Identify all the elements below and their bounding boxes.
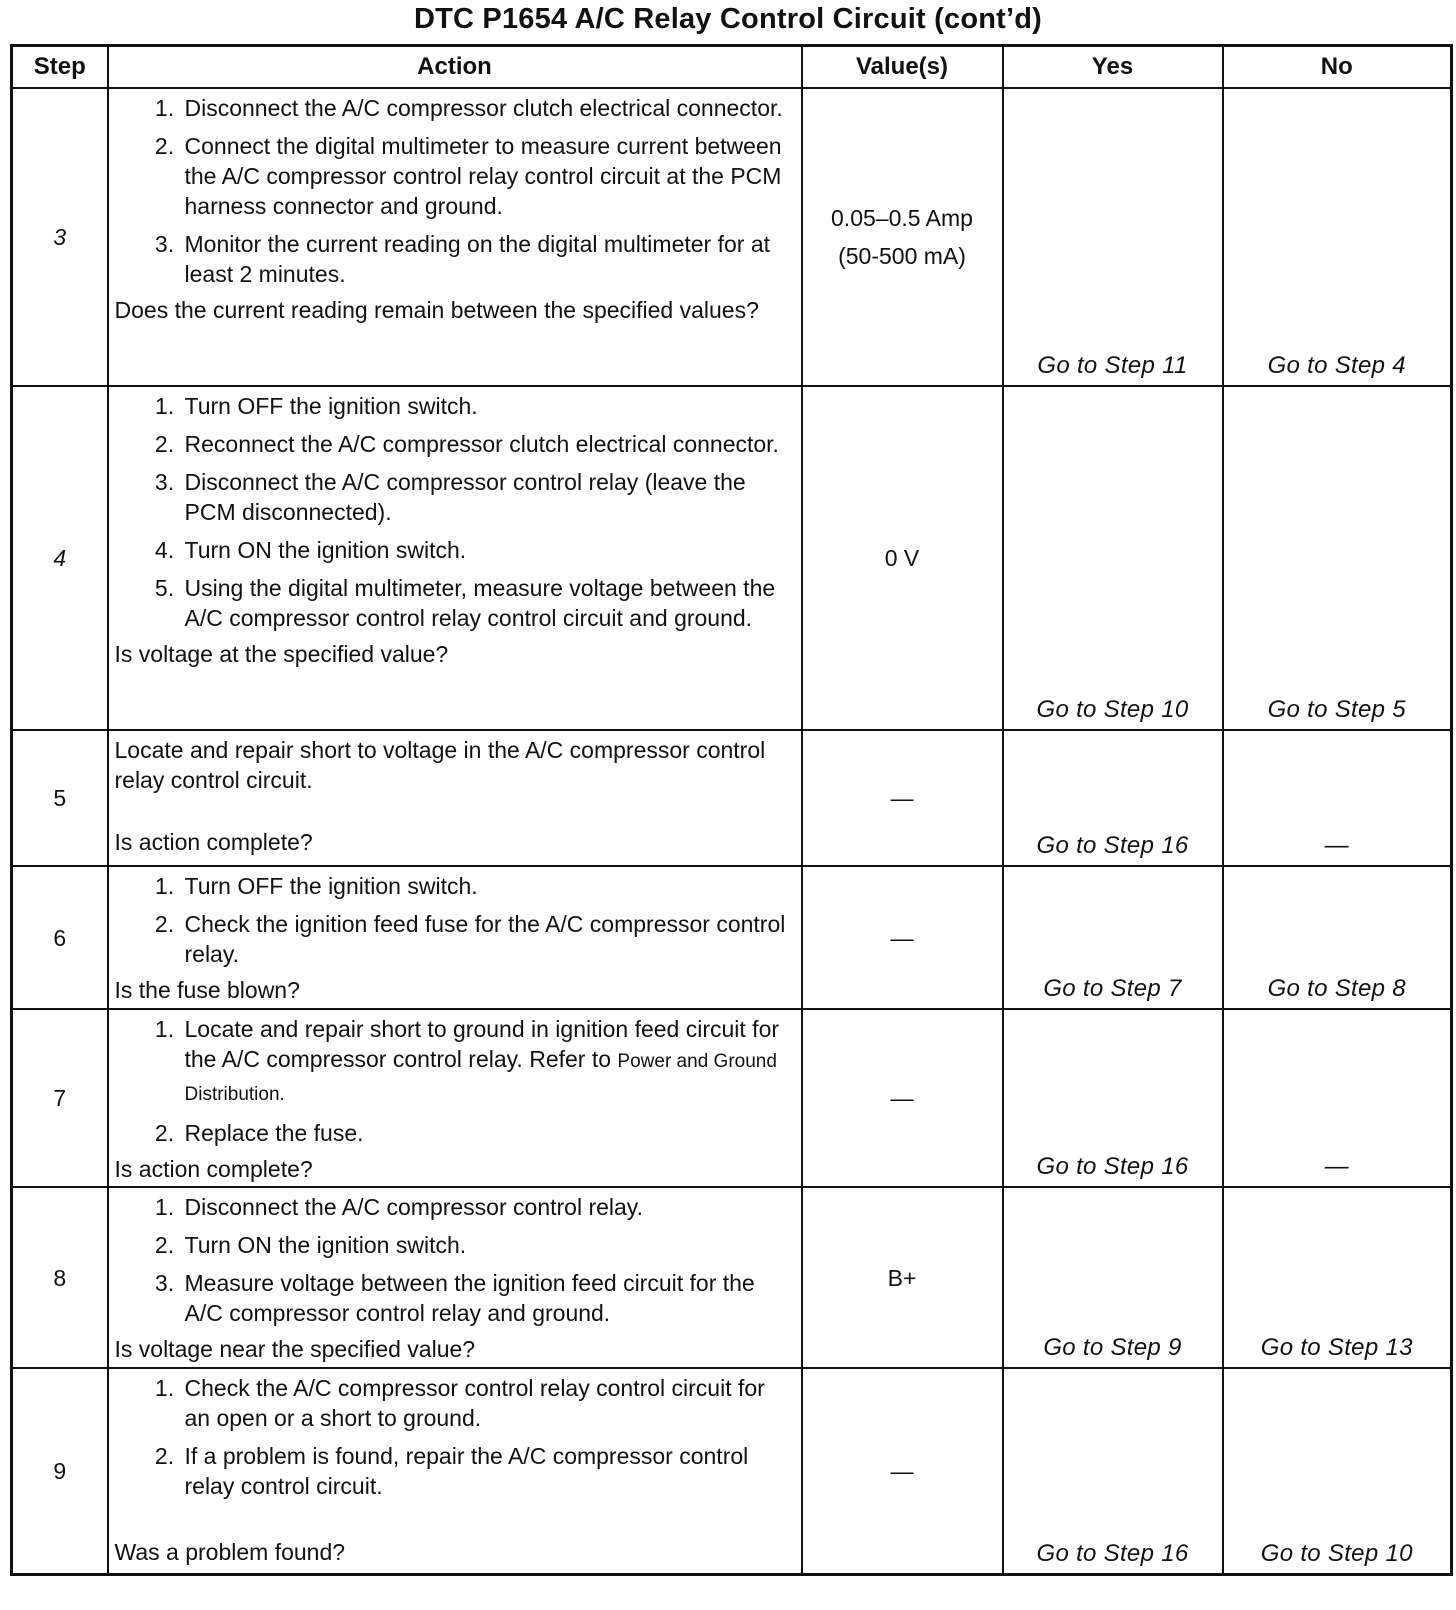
no-cell: Go to Step 4 — [1223, 88, 1452, 386]
action-steps — [115, 391, 793, 633]
action-steps — [115, 1192, 793, 1328]
action-step — [181, 1014, 793, 1110]
step-number: 8 — [12, 1187, 108, 1368]
action-step: 1. Disconnect the A/C compressor clutch electrical connector. — [181, 93, 793, 123]
yes-cell: Go to Step 10 — [1003, 386, 1223, 730]
step-number: 9 — [12, 1368, 108, 1574]
action-step: 2. Connect the digital multimeter to measure current between the A/C compressor control relay control circuit at the PCM harness connector and ground. — [181, 131, 793, 221]
yes-cell: Go to Step 7 — [1003, 866, 1223, 1009]
action-step: 2. Turn ON the ignition switch. — [181, 1230, 793, 1260]
table-row — [12, 1187, 1452, 1368]
value-cell: — — [802, 730, 1003, 866]
action-cell — [108, 1368, 802, 1574]
action-step: 3. Monitor the current reading on the digital multimeter for at least 2 minutes. — [181, 229, 793, 289]
page-title: DTC P1654 A/C Relay Control Circuit (cont’d) — [413, 3, 1043, 35]
action-cell — [108, 88, 802, 386]
table-row — [12, 730, 1452, 866]
action-step: 3. Disconnect the A/C compressor control relay (leave the PCM disconnected). — [181, 467, 793, 527]
yes-cell: Go to Step 16 — [1003, 1009, 1223, 1187]
action-question: Was a problem found? — [114, 1539, 346, 1565]
action-cell — [108, 1187, 802, 1368]
action-steps — [115, 1014, 793, 1148]
value-cell — [802, 88, 1003, 386]
table-row — [12, 1009, 1452, 1187]
value-cell: — — [802, 866, 1003, 1009]
action-cell — [108, 730, 802, 866]
action-step: 1. Disconnect the A/C compressor control relay. — [181, 1192, 793, 1222]
header-values: Value(s) — [802, 46, 1003, 89]
value-text: (50-500 mA) — [838, 243, 966, 269]
action-step: 1. Turn OFF the ignition switch. — [181, 871, 793, 901]
action-step: 5. Using the digital multimeter, measure voltage between the A/C compressor control relay control circuit and ground. — [181, 573, 793, 633]
table-row — [12, 386, 1452, 730]
step-number: 4 — [12, 386, 108, 730]
action-cell — [108, 386, 802, 730]
table-row — [12, 88, 1452, 386]
action-steps — [115, 1373, 793, 1501]
reference-link: Power and Ground Distribution. — [184, 1051, 777, 1105]
action-cell — [108, 1009, 802, 1187]
no-cell: — — [1223, 1009, 1452, 1187]
action-question: Is the fuse blown? — [114, 977, 300, 1003]
diagnostic-table — [10, 44, 1453, 1576]
value-text: 0.05–0.5 Amp — [831, 205, 973, 231]
action-question: Is voltage at the specified value? — [114, 641, 449, 667]
value-cell: 0 V — [802, 386, 1003, 730]
action-question: Is action complete? — [114, 1156, 313, 1182]
yes-cell: Go to Step 16 — [1003, 730, 1223, 866]
action-step-text: Locate and repair short to ground in ignition feed circuit for the A/C compressor control relay. Refer to — [184, 1016, 780, 1072]
action-step: 3. Measure voltage between the ignition feed circuit for the A/C compressor control relay and ground. — [181, 1268, 793, 1328]
action-step: 2. Reconnect the A/C compressor clutch electrical connector. — [181, 429, 793, 459]
no-cell: Go to Step 5 — [1223, 386, 1452, 730]
action-question: Does the current reading remain between the specified values? — [114, 297, 759, 323]
no-cell: Go to Step 8 — [1223, 866, 1452, 1009]
header-action: Action — [108, 46, 802, 89]
table-row — [12, 866, 1452, 1009]
header-no: No — [1223, 46, 1452, 89]
header-yes: Yes — [1003, 46, 1223, 89]
header-step: Step — [12, 46, 108, 89]
no-cell: — — [1223, 730, 1452, 866]
table-row — [12, 1368, 1452, 1574]
action-step: 2. If a problem is found, repair the A/C compressor control relay control circuit. — [181, 1441, 793, 1501]
yes-cell: Go to Step 9 — [1003, 1187, 1223, 1368]
value-cell: B+ — [802, 1187, 1003, 1368]
value-cell: — — [802, 1009, 1003, 1187]
action-step: 1. Check the A/C compressor control relay control circuit for an open or a short to ground. — [181, 1373, 793, 1433]
action-question: Is action complete? — [114, 829, 313, 855]
step-number: 3 — [12, 88, 108, 386]
header-row — [12, 46, 1452, 89]
step-number: 5 — [12, 730, 108, 866]
yes-cell: Go to Step 11 — [1003, 88, 1223, 386]
action-steps — [115, 871, 793, 969]
no-cell: Go to Step 10 — [1223, 1368, 1452, 1574]
action-question: Is voltage near the specified value? — [114, 1336, 476, 1362]
value-cell: — — [802, 1368, 1003, 1574]
action-step: 1. Turn OFF the ignition switch. — [181, 391, 793, 421]
action-text: Locate and repair short to voltage in the A/C compressor control relay control circuit. — [114, 737, 766, 793]
no-cell: Go to Step 13 — [1223, 1187, 1452, 1368]
action-step: 2. Check the ignition feed fuse for the A/C compressor control relay. — [181, 909, 793, 969]
step-number: 6 — [12, 866, 108, 1009]
action-step: 4. Turn ON the ignition switch. — [181, 535, 793, 565]
step-number: 7 — [12, 1009, 108, 1187]
action-steps — [115, 93, 793, 289]
action-cell — [108, 866, 802, 1009]
yes-cell: Go to Step 16 — [1003, 1368, 1223, 1574]
action-step: 2. Replace the fuse. — [181, 1118, 793, 1148]
